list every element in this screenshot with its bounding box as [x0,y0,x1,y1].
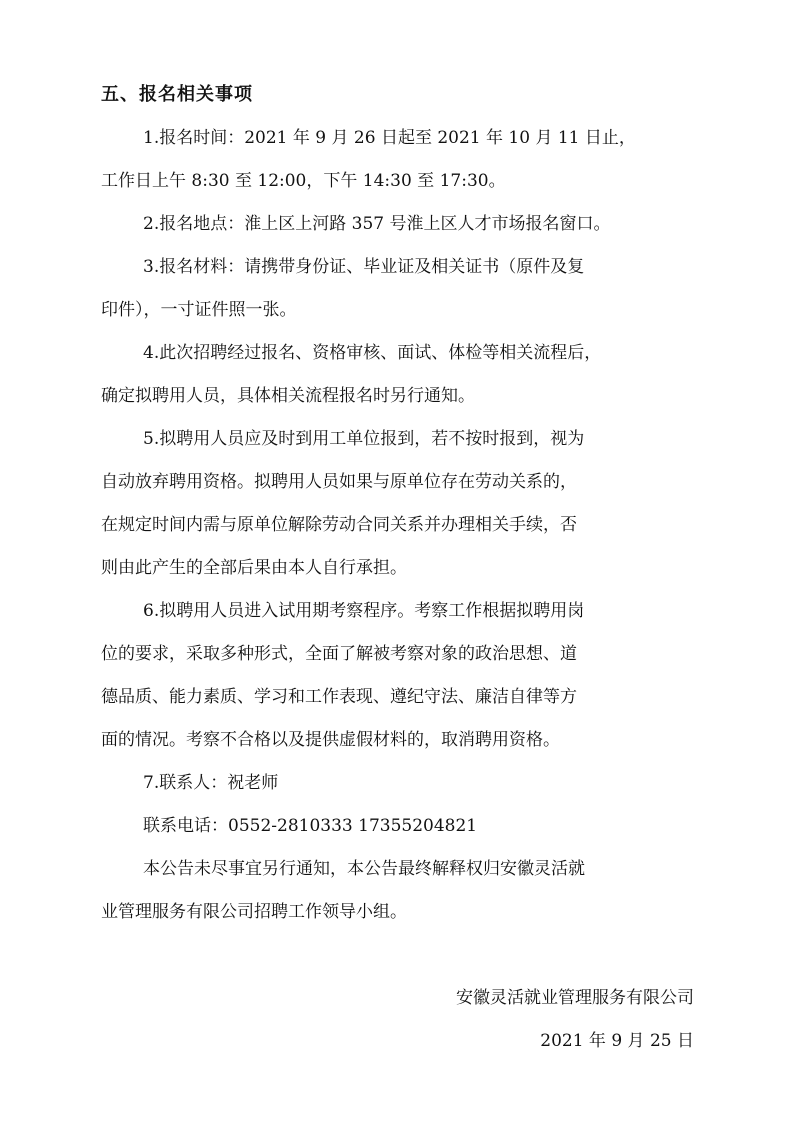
paragraph-line: 5.拟聘用人员应及时到用工单位报到，若不按时报到，视为 [143,429,585,449]
signature-organization: 安徽灵活就业管理服务有限公司 [456,988,694,1008]
paragraph-line: 6.拟聘用人员进入试用期考察程序。考察工作根据拟聘用岗 [143,601,585,621]
paragraph-line: 确定拟聘用人员，具体相关流程报名时另行通知。 [101,386,475,406]
paragraph-line: 本公告未尽事宜另行通知，本公告最终解释权归安徽灵活就 [143,859,585,879]
paragraph-line: 1.报名时间：2021 年 9 月 26 日起至 2021 年 10 月 11 日止， [143,128,636,148]
signature-date: 2021 年 9 月 25 日 [540,1031,694,1051]
contact-phone: 联系电话：0552-2810333 17355204821 [143,816,478,836]
paragraph-line: 2.报名地点：淮上区上河路 357 号淮上区人才市场报名窗口。 [143,214,611,234]
paragraph-line: 4.此次招聘经过报名、资格审核、面试、体检等相关流程后， [143,343,602,363]
paragraph-line: 德品质、能力素质、学习和工作表现、遵纪守法、廉洁自律等方 [101,687,577,707]
paragraph-line: 业管理服务有限公司招聘工作领导小组。 [101,902,407,922]
paragraph-line: 位的要求，采取多种形式，全面了解被考察对象的政治思想、道 [101,644,577,664]
paragraph-line: 3.报名材料：请携带身份证、毕业证及相关证书（原件及复 [143,257,585,277]
paragraph-line: 印件），一寸证件照一张。 [101,300,297,320]
paragraph-line: 面的情况。考察不合格以及提供虚假材料的，取消聘用资格。 [101,730,560,750]
paragraph-line: 7.联系人：祝老师 [143,773,279,793]
section-heading: 五、报名相关事项 [101,84,253,105]
paragraph-line: 在规定时间内需与原单位解除劳动合同关系并办理相关手续，否 [101,515,577,535]
paragraph-line: 自动放弃聘用资格。拟聘用人员如果与原单位存在劳动关系的， [101,472,577,492]
paragraph-line: 则由此产生的全部后果由本人自行承担。 [101,558,407,578]
paragraph-line: 工作日上午 8:30 至 12:00，下午 14:30 至 17:30。 [101,171,506,191]
